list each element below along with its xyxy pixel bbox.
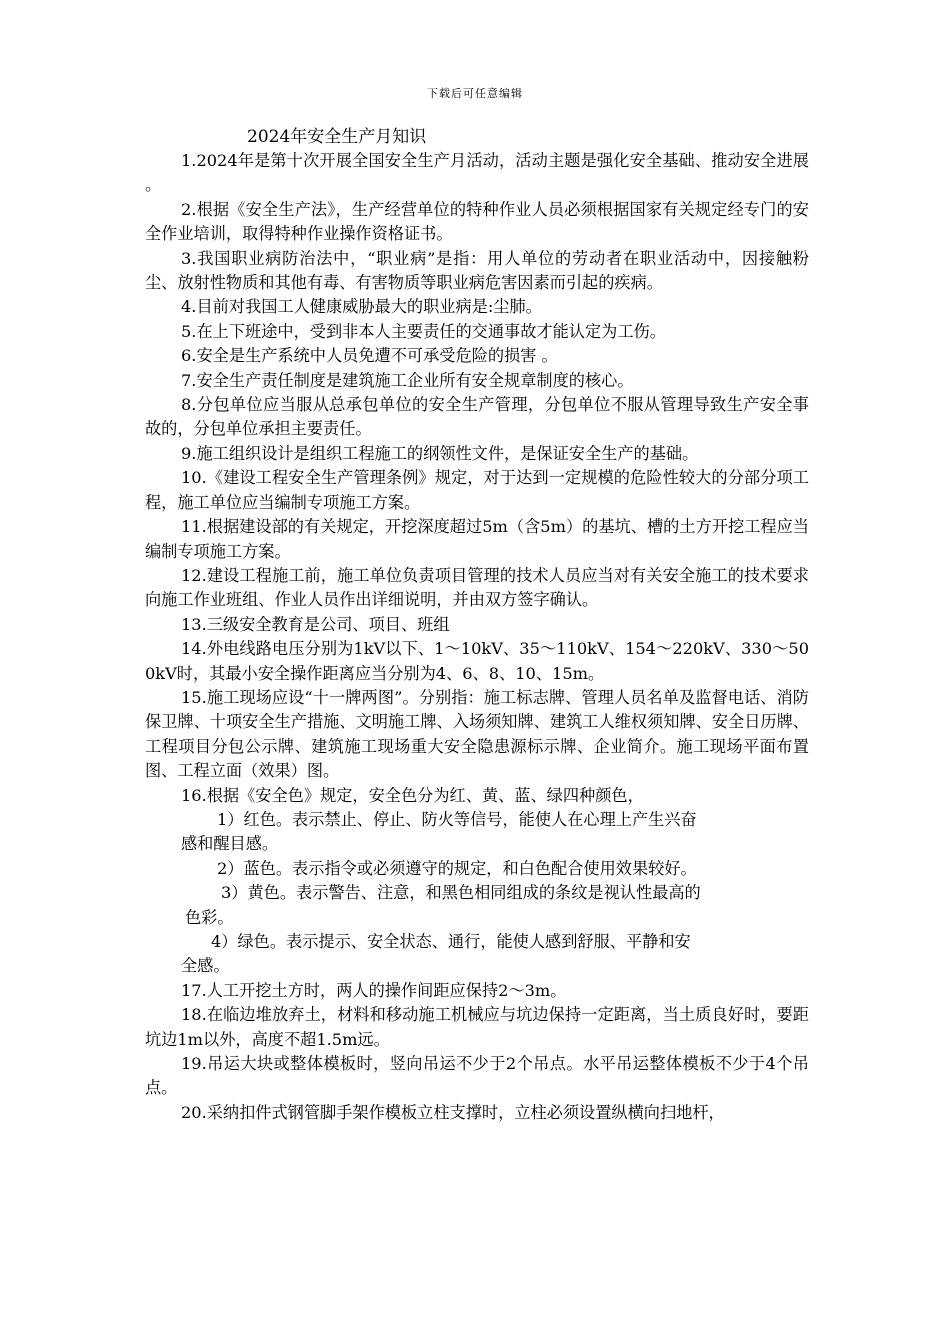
paragraph-10: 10.《建设工程安全生产管理条例》规定，对于达到一定规模的危险性较大的分部分项工程，施工单位应当编制专项施工方案。	[145, 468, 809, 512]
paragraph-6: 6.安全是生产系统中人员免遭不可承受危险的损害 。	[181, 346, 558, 366]
paragraph-11: 11.根据建设部的有关规定，开挖深度超过5m（含5m）的基坑、槽的土方开挖工程应当编制专项施工方案。	[145, 517, 809, 561]
paragraph-18: 18.在临边堆放弃土，材料和移动施工机械应与坑边保持一定距离，当土质良好时，要距坑边1m以外，高度不超1.5m远。	[145, 1005, 809, 1049]
paragraph-3: 3.我国职业病防治法中，“职业病”是指：用人单位的劳动者在职业活动中，因接触粉尘、放射性物质和其他有毒、有害物质等职业病危害因素而引起的疾病。	[145, 248, 809, 293]
document-body	[145, 149, 809, 1125]
paragraph-4: 4.目前对我国工人健康威胁最大的职业病是:尘肺。	[181, 297, 542, 317]
paragraph-19: 19.吊运大块或整体模板时，竖向吊运不少于2个吊点。水平吊运整体模板不少于4个吊点。	[145, 1054, 809, 1098]
color-item-red: 1）红色。表示禁止、停止、防火等信号，能使人在心理上产生兴奋感和醒目感。	[181, 809, 697, 854]
paragraph-14: 14.外电线路电压分别为1kV以下、1～10kV、35～110kV、154～220kV、330～500kV时，其最小安全操作距离应当分别为4、6、8、10、15m。	[145, 639, 809, 683]
document-title: 2024年安全生产月知识	[247, 127, 427, 147]
paragraph-7: 7.安全生产责任制度是建筑施工企业所有安全规章制度的核心。	[181, 370, 634, 390]
header-note: 下载后可任意编辑	[427, 87, 523, 100]
paragraph-2: 2.根据《安全生产法》，生产经营单位的特种作业人员必须根据国家有关规定经专门的安全作业培训，取得特种作业操作资格证书。	[145, 199, 809, 244]
color-item-yellow: 3）黄色。表示警告、注意，和黑色相同组成的条纹是视认性最高的色彩。	[185, 883, 701, 927]
paragraph-13: 13.三级安全教育是公司、项目、班组	[181, 614, 450, 634]
color-item-green: 4）绿色。表示提示、安全状态、通行，能使人感到舒服、平静和安全感。	[181, 932, 691, 976]
paragraph-1: 1.2024年是第十次开展全国安全生产月活动，活动主题是强化安全基础、推动安全进展 。	[145, 151, 809, 195]
paragraph-5: 5.在上下班途中，受到非本人主要责任的交通事故才能认定为工伤。	[181, 321, 666, 341]
paragraph-20: 20.采纳扣件式钢管脚手架作模板立柱支撑时，立柱必须设置纵横向扫地杆，	[181, 1102, 725, 1122]
paragraph-8: 8.分包单位应当服从总承包单位的安全生产管理，分包单位不服从管理导致生产安全事故的，分包单位承担主要责任。	[145, 395, 809, 439]
paragraph-17: 17.人工开挖土方时，两人的操作间距应保持2～3m。	[181, 980, 567, 1000]
paragraph-9: 9.施工组织设计是组织工程施工的纲领性文件，是保证安全生产的基础。	[181, 443, 699, 463]
paragraph-15: 15.施工现场应设“十一牌两图”。分别指：施工标志牌、管理人员名单及监督电话、消防保卫牌、十项安全生产措施、文明施工牌、入场须知牌、建筑工人维权须知牌、安全日历牌、工程项目分包公示牌、建筑施工现场重大安全隐患源标示牌、企业简介。施工现场平面布置图、工程立面（效果）图。	[145, 687, 809, 781]
color-item-blue: 2）蓝色。表示指令或必须遵守的规定，和白色配合使用效果较好。	[217, 858, 697, 878]
paragraph-12: 12.建设工程施工前，施工单位负责项目管理的技术人员应当对有关安全施工的技术要求向施工作业班组、作业人员作出详细说明，并由双方签字确认。	[145, 565, 809, 610]
paragraph-16: 16.根据《安全色》规定，安全色分为红、黄、蓝、绿四种颜色，	[181, 785, 644, 805]
